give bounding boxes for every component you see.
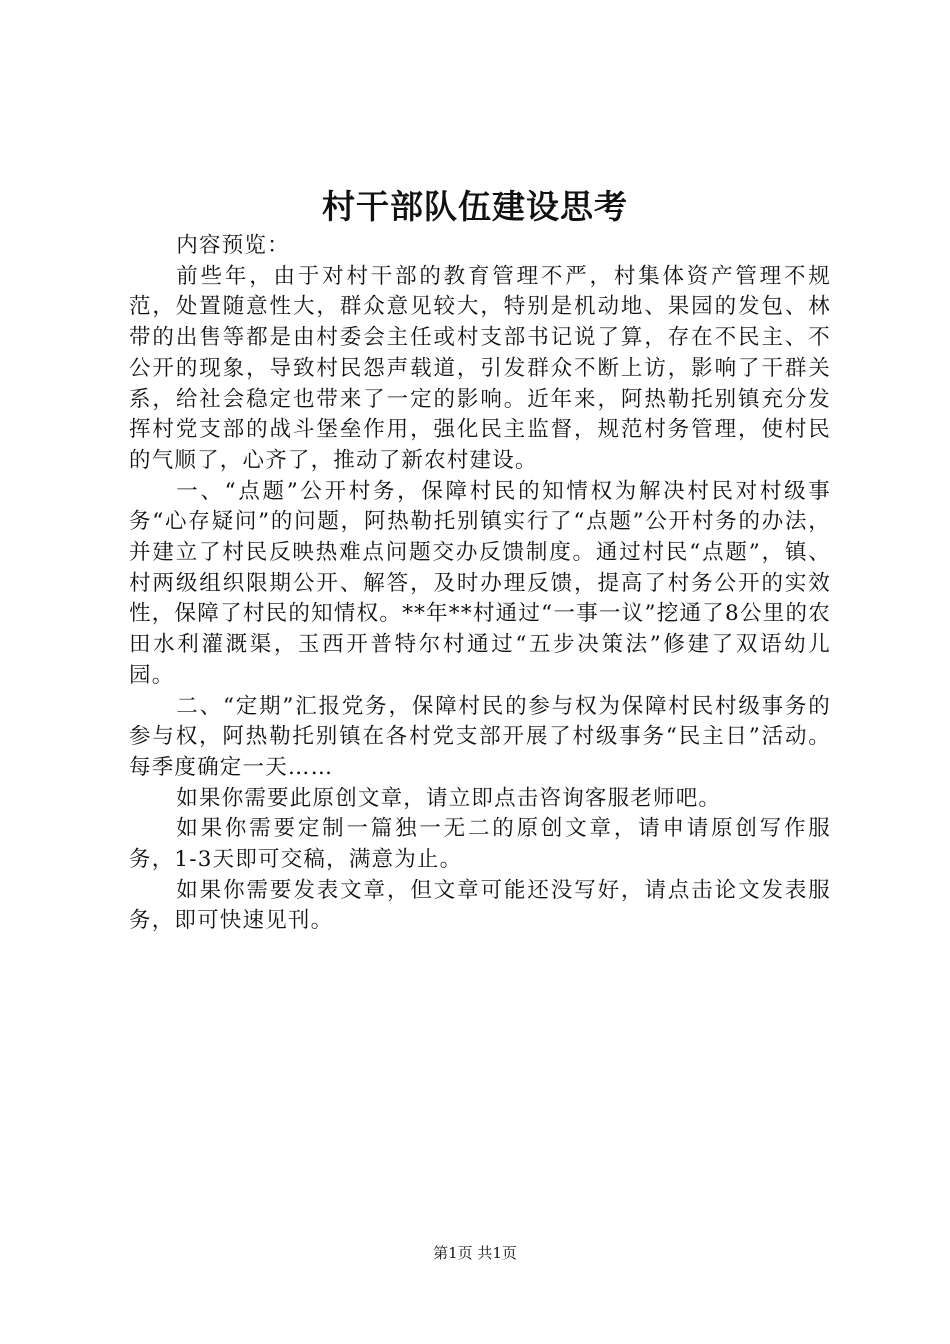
document-body xyxy=(129,231,831,937)
document-title: 村干部队伍建设思考 xyxy=(322,187,628,226)
page-number-footer: 第1页 共1页 xyxy=(433,1244,517,1262)
paragraph-section-one: 一、“点题”公开村务，保障村民的知情权为解决村民对村级事务“心存疑问”的问题，阿热勒托别镇实行了“点题”公开村务的办法，并建立了村民反映热难点问题交办反馈制度。通过村民“点题”，镇、村两级组织限期公开、解答，及时办理反馈，提高了村务公开的实效性，保障了村民的知情权。**年**村通过“一事一议”挖通了8公里的农田水利灌溉渠，玉西开普特尔村通过“五步决策法”修建了双语幼儿园。 xyxy=(129,478,831,688)
paragraph-intro: 前些年，由于对村干部的教育管理不严，村集体资产管理不规范，处置随意性大，群众意见较大，特别是机动地、果园的发包、林带的出售等都是由村委会主任或村支部书记说了算，存在不民主、不公开的现象，导致村民怨声载道，引发群众不断上访，影响了干群关系，给社会稳定也带来了一定的影响。近年来，阿热勒托别镇充分发挥村党支部的战斗堡垒作用，强化民主监督，规范村务管理，使村民的气顺了，心齐了，推动了新农村建设。 xyxy=(129,263,831,473)
preview-label: 内容预览： xyxy=(176,233,290,258)
promo-custom-writing-line: 如果你需要定制一篇独一无二的原创文章，请申请原创写作服务，1-3天即可交稿，满意为止。 xyxy=(129,816,831,873)
promo-consult-line: 如果你需要此原创文章，请立即点击咨询客服老师吧。 xyxy=(176,785,722,811)
promo-publish-line: 如果你需要发表文章，但文章可能还没写好，请点击论文发表服务，即可快速见刊。 xyxy=(129,877,831,934)
paragraph-section-two: 二、“定期”汇报党务，保障村民的参与权为保障村民村级事务的参与权，阿热勒托别镇在各村党支部开展了村级事务“民主日”活动。每季度确定一天…… xyxy=(129,693,831,780)
